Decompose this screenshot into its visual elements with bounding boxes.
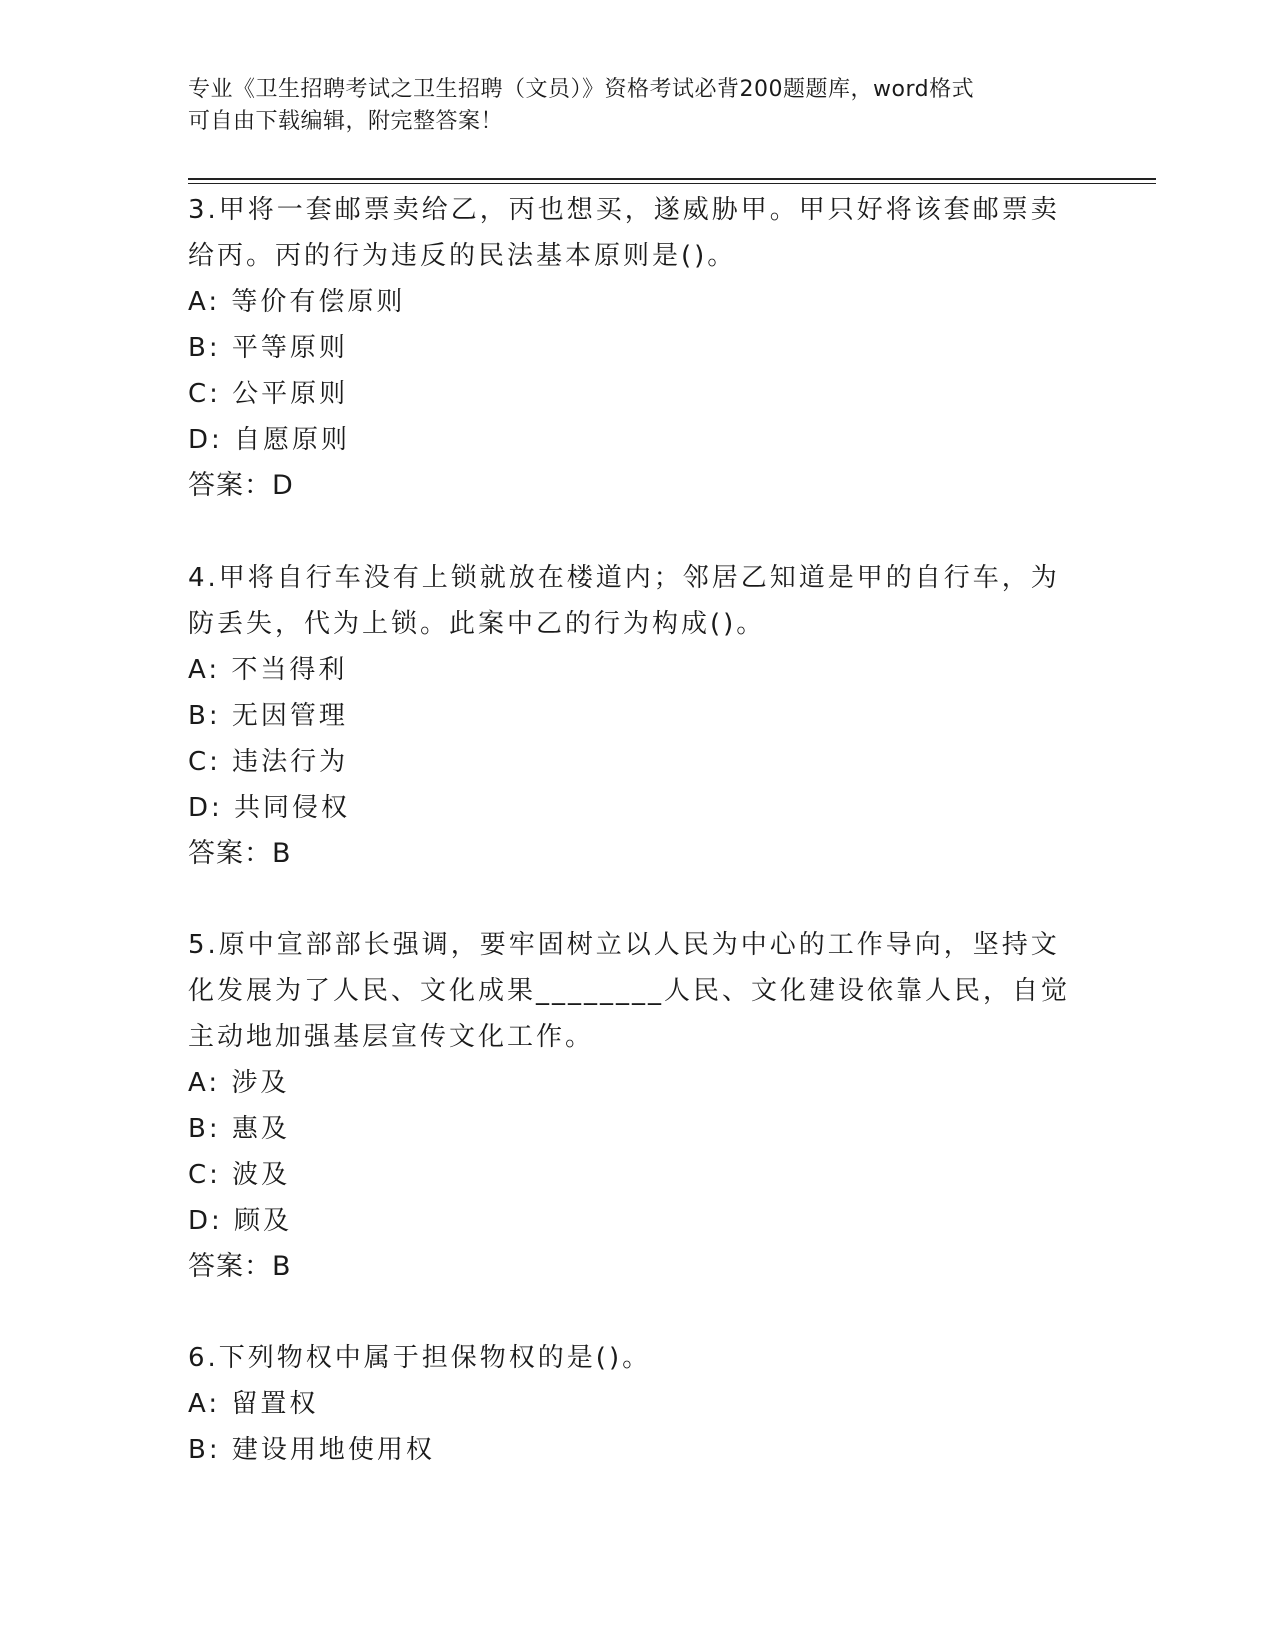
question-stem-line: 6.下列物权中属于担保物权的是()。 [188, 1343, 652, 1373]
question-stem-line: 3.甲将一套邮票卖给乙，丙也想买，遂威胁甲。甲只好将该套邮票卖 [188, 195, 1060, 225]
option-a: A: 涉及 [188, 1068, 290, 1098]
option-a: A: 不当得利 [188, 655, 348, 685]
option-c: C: 波及 [188, 1160, 291, 1190]
option-c: C: 违法行为 [188, 747, 349, 777]
question-4 [188, 555, 1088, 877]
question-5 [188, 922, 1088, 1290]
header-line-2: 可自由下载编辑，附完整答案！ [188, 109, 504, 134]
option-b: B: 惠及 [188, 1114, 290, 1144]
answer: 答案：B [188, 1251, 292, 1282]
question-3 [188, 187, 1088, 509]
option-b: B: 平等原则 [188, 333, 348, 363]
document-header [188, 74, 1068, 138]
header-rule-thin [188, 183, 1156, 184]
answer: 答案：B [188, 838, 292, 869]
question-stem-line: 给丙。丙的行为违反的民法基本原则是()。 [188, 241, 737, 271]
option-a: A: 等价有偿原则 [188, 287, 406, 317]
question-stem-line: 5.原中宣部部长强调，要牢固树立以人民为中心的工作导向，坚持文 [188, 930, 1060, 960]
answer: 答案：D [188, 470, 294, 501]
header-line-1: 专业《卫生招聘考试之卫生招聘（文员）》资格考试必背200题题库，word格式 [188, 77, 975, 102]
option-d: D: 自愿原则 [188, 425, 351, 455]
option-c: C: 公平原则 [188, 379, 349, 409]
question-6 [188, 1335, 1088, 1473]
option-a: A: 留置权 [188, 1389, 319, 1419]
question-stem-line: 化发展为了人民、文化成果________人民、文化建设依靠人民，自觉 [188, 976, 1071, 1006]
question-stem-line: 4.甲将自行车没有上锁就放在楼道内；邻居乙知道是甲的自行车，为 [188, 563, 1060, 593]
question-stem-line: 主动地加强基层宣传文化工作。 [188, 1022, 595, 1052]
option-b: B: 无因管理 [188, 701, 348, 731]
question-stem-line: 防丢失，代为上锁。此案中乙的行为构成()。 [188, 609, 766, 639]
option-d: D: 顾及 [188, 1206, 293, 1236]
header-rule [188, 178, 1156, 180]
option-b: B: 建设用地使用权 [188, 1435, 435, 1465]
option-d: D: 共同侵权 [188, 793, 351, 823]
